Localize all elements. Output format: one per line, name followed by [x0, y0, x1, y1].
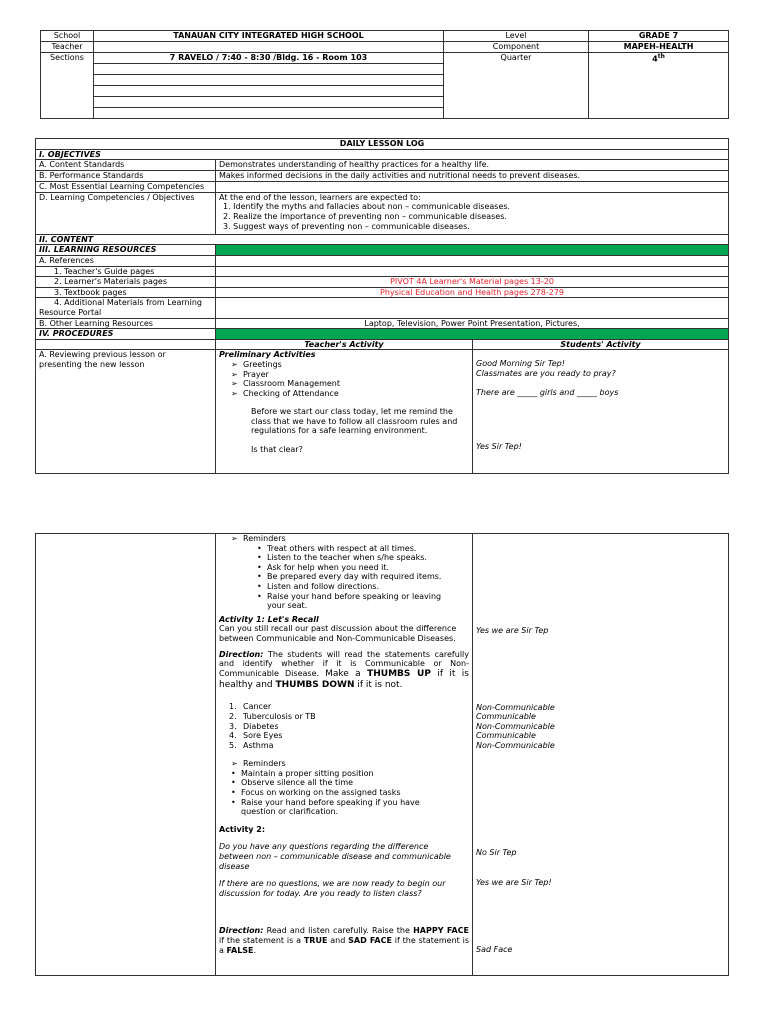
- reminder-item-continued: your seat.: [267, 601, 308, 611]
- reminder-intro-line: regulations for a safe learning environment.: [251, 426, 428, 436]
- content-heading: II. CONTENT: [36, 234, 729, 245]
- content-standards-value: Demonstrates understanding of healthy practices for a healthy life.: [216, 160, 729, 171]
- reminder2-item: • Observe silence all the time: [219, 778, 469, 788]
- additional-materials-value: [216, 298, 729, 318]
- activity2-question: between non – communicable disease and communicable: [219, 852, 451, 862]
- component-label: Component: [444, 42, 589, 53]
- disease-answer: Non-Communicable: [476, 740, 555, 750]
- header-table: [40, 30, 729, 119]
- learning-resources-heading: III. LEARNING RESOURCES: [36, 245, 216, 256]
- school-label: School: [41, 31, 94, 42]
- disease-item: 4. Sore Eyes: [229, 731, 283, 741]
- disease-item: 5. Asthma: [229, 740, 274, 750]
- ready-text: discussion for today. Are you ready to listen class?: [219, 888, 422, 898]
- reminder-item: • Treat others with respect at all times.: [219, 544, 469, 554]
- activity1-title: Activity 1: Let's Recall: [219, 614, 319, 624]
- textbook-value: Physical Education and Health pages 278-279: [216, 287, 729, 298]
- melc-label: C. Most Essential Learning Competencies: [36, 182, 216, 193]
- competency-item: 2. Realize the importance of preventing non – communicable diseases.: [223, 211, 507, 221]
- reminder2-item: • Focus on working on the assigned tasks: [219, 788, 469, 798]
- ready-answer: Yes we are Sir Tep!: [476, 878, 552, 888]
- teacher-value: [94, 42, 444, 53]
- daily-lesson-log-table: [35, 138, 729, 474]
- direction1-paragraph: Direction: The students will read the statements carefully and identify whether if it is Communicable or Non-Communicable Disease. Make a THUMBS UP if it is healthy and THUMBS DOWN if it is not.: [219, 649, 469, 690]
- reminder-intro-line: class that we have to follow all classroom rules and: [251, 416, 458, 426]
- disease-answer: Communicable: [476, 712, 536, 722]
- reminder-item: • Ask for help when you need it.: [219, 563, 469, 573]
- empty-label-cell: [36, 534, 216, 976]
- is-that-clear: Is that clear?: [251, 445, 303, 455]
- activity2-answer: No Sir Tep: [476, 847, 517, 857]
- sad-face-answer: Sad Face: [476, 944, 513, 954]
- activity1-text: between Communicable and Non-Communicable Diseases.: [219, 633, 456, 643]
- reviewing-line-1: A. Reviewing previous lesson or: [39, 350, 166, 360]
- references-label: A. References: [36, 255, 216, 266]
- direction2-paragraph: Direction: Read and listen carefully. Raise the HAPPY FACE if the statement is a TRUE and SAD FACE if the statement is a FALSE.: [219, 926, 470, 955]
- additional-materials-line-1: 4. Additional Materials from Learning: [54, 298, 202, 308]
- quarter-value: 4th: [589, 53, 729, 119]
- performance-standards-value: Makes informed decisions in the daily activities and nutritional needs to prevent diseases.: [216, 171, 729, 182]
- preliminary-title: Preliminary Activities: [219, 350, 316, 360]
- learners-materials-label: 2. Learner's Materials pages: [36, 277, 216, 288]
- disease-item: 3. Diabetes: [229, 721, 279, 731]
- preliminary-item: ➢ Greetings: [219, 360, 469, 370]
- reviewing-line-2: presenting the new lesson: [39, 359, 145, 369]
- other-resources-label: B. Other Learning Resources: [36, 318, 216, 329]
- performance-standards-label: B. Performance Standards: [36, 171, 216, 182]
- reminder2-item: • Maintain a proper sitting position: [219, 769, 469, 779]
- textbook-label: 3. Textbook pages: [36, 287, 216, 298]
- activity2-question: Do you have any questions regarding the difference: [219, 842, 429, 852]
- students-activity-cell: [473, 534, 729, 976]
- student-clear: Yes Sir Tep!: [476, 442, 522, 452]
- green-band: [216, 329, 729, 340]
- dll-title: DAILY LESSON LOG: [36, 139, 729, 150]
- objectives-heading: I. OBJECTIVES: [36, 149, 729, 160]
- section-line: [94, 97, 444, 108]
- competencies-value: [216, 192, 729, 234]
- sections-value: 7 RAVELO / 7:40 - 8:30 /Bldg. 16 - Room 103: [94, 53, 444, 64]
- activity2-title: Activity 2:: [219, 824, 266, 834]
- reminder-intro-line: Before we start our class today, let me remind the: [251, 407, 453, 417]
- teacher-activity-cell: [216, 350, 473, 474]
- section-line: [94, 75, 444, 86]
- preliminary-item: ➢ Checking of Attendance: [219, 389, 469, 399]
- reminder2-item: • Raise your hand before speaking if you have: [219, 798, 469, 808]
- section-line: [94, 64, 444, 75]
- competency-item: 3. Suggest ways of preventing non – communicable diseases.: [223, 221, 470, 231]
- activity1-text: Can you still recall our past discussion about the difference: [219, 624, 457, 634]
- level-label: Level: [444, 31, 589, 42]
- competencies-label: D. Learning Competencies / Objectives: [36, 192, 216, 234]
- reviewing-label: [36, 350, 216, 474]
- melc-value: [216, 182, 729, 193]
- sections-label: Sections: [41, 53, 94, 119]
- component-value: MAPEH-HEALTH: [589, 42, 729, 53]
- references-value: [216, 255, 729, 266]
- disease-item: 1. Cancer: [229, 702, 272, 712]
- student-greeting: Good Morning Sir Tep!: [476, 359, 565, 369]
- disease-answer: Non-Communicable: [476, 702, 555, 712]
- reminder-item: • Listen and follow directions.: [219, 582, 469, 592]
- continuation-table: [35, 533, 729, 976]
- quarter-label: Quarter: [444, 53, 589, 119]
- activity1-answer: Yes we are Sir Tep: [476, 626, 549, 635]
- teachers-guide-value: [216, 266, 729, 277]
- reminder-item: • Be prepared every day with required items.: [219, 572, 469, 582]
- section-line: [94, 86, 444, 97]
- level-value: GRADE 7: [589, 31, 729, 42]
- reminders2-title: ➢ Reminders: [219, 759, 469, 769]
- teacher-activity-header: Teacher's Activity: [216, 339, 473, 350]
- procedures-heading: IV. PROCEDURES: [36, 329, 216, 340]
- school-value: TANAUAN CITY INTEGRATED HIGH SCHOOL: [94, 31, 444, 42]
- students-activity-cell: [473, 350, 729, 474]
- activity2-question: disease: [219, 861, 250, 871]
- reminders-title: ➢ Reminders: [219, 534, 469, 544]
- content-standards-label: A. Content Standards: [36, 160, 216, 171]
- disease-answer: Non-Communicable: [476, 721, 555, 731]
- students-activity-header: Students' Activity: [473, 339, 729, 350]
- preliminary-item: ➢ Prayer: [219, 370, 469, 380]
- teacher-label: Teacher: [41, 42, 94, 53]
- reminder2-item-continued: question or clarification.: [241, 807, 339, 817]
- learners-materials-value: PIVOT 4A Learner's Material pages 13-20: [216, 277, 729, 288]
- competency-item: 1. Identify the myths and fallacies about non – communicable diseases.: [223, 202, 511, 212]
- empty-cell: [36, 339, 216, 350]
- section-line: [94, 108, 444, 119]
- ready-text: If there are no questions, we are now ready to begin our: [219, 879, 446, 889]
- disease-item: 2. Tuberculosis or TB: [229, 711, 316, 721]
- reminder-item: • Raise your hand before speaking or leaving: [219, 592, 469, 602]
- student-pray: Classmates are you ready to pray?: [476, 368, 616, 378]
- preliminary-item: ➢ Classroom Management: [219, 379, 469, 389]
- green-band: [216, 245, 729, 256]
- disease-answer: Communicable: [476, 731, 536, 741]
- additional-materials-label: [36, 298, 216, 318]
- teacher-activity-cell: [216, 534, 473, 976]
- competencies-intro: At the end of the lesson, learners are expected to:: [219, 192, 421, 202]
- other-resources-value: Laptop, Television, Power Point Presentation, Pictures,: [216, 318, 729, 329]
- teachers-guide-label: 1. Teacher's Guide pages: [36, 266, 216, 277]
- reminder-item: • Listen to the teacher when s/he speaks.: [219, 553, 469, 563]
- student-attendance: There are _____ girls and _____ boys: [476, 387, 619, 397]
- additional-materials-line-2: Resource Portal: [39, 307, 102, 317]
